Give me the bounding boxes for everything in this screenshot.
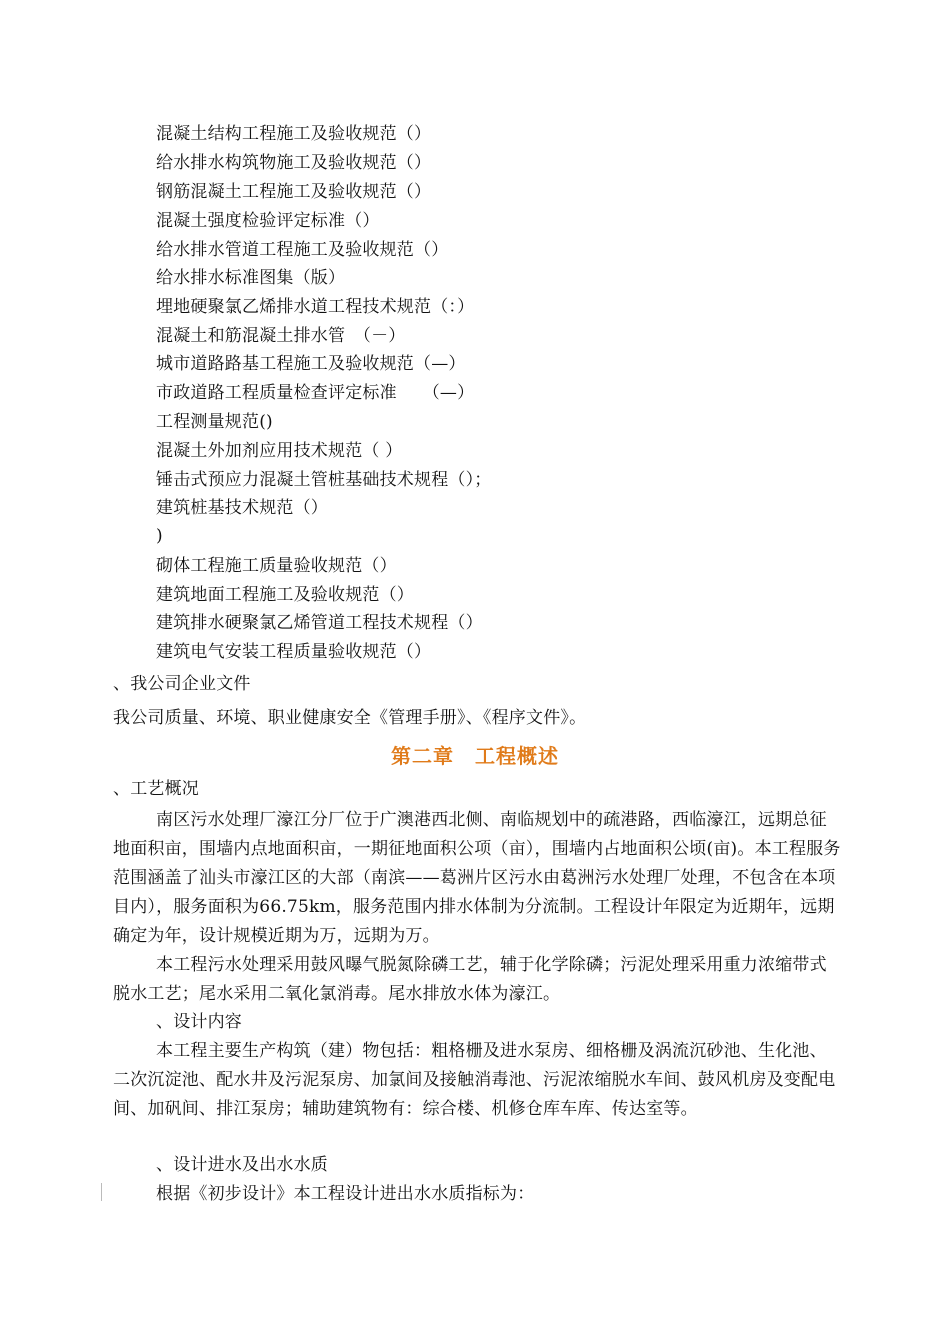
section-process-heading: 、工艺概况 (113, 779, 199, 799)
standard-item: 给水排水标准图集（版） (156, 268, 346, 288)
standard-item: 钢筋混凝土工程施工及验收规范（） (156, 182, 432, 202)
standard-item: 城市道路路基工程施工及验收规范（—） (156, 354, 466, 374)
standard-item: 建筑电气安装工程质量验收规范（） (156, 642, 432, 662)
paragraph-text: 本工程污水处理采用鼓风曝气脱氮除磷工艺，辅于化学除磷；污泥处理采用重力浓缩带式脱水工艺；尾水采用二氧化氯消毒。尾水排放水体为濠江。 (113, 955, 827, 1004)
standard-item: 建筑地面工程施工及验收规范（） (156, 585, 414, 605)
standard-item: ) (156, 526, 163, 546)
paragraph-process (113, 951, 843, 1009)
company-docs-heading: 、我公司企业文件 (113, 674, 251, 694)
standard-item: 建筑桩基技术规范（） (156, 498, 328, 518)
standard-item: 给水排水构筑物施工及验收规范（） (156, 153, 432, 173)
standard-item: 建筑排水硬聚氯乙烯管道工程技术规程（） (156, 613, 483, 633)
standard-item: 混凝土强度检验评定标准（） (156, 211, 380, 231)
standard-item: 混凝土和筋混凝土排水管 （－） (156, 326, 406, 346)
chapter-title: 第二章 工程概述 (391, 744, 559, 768)
section-design-heading: 、设计内容 (156, 1012, 242, 1032)
margin-mark (101, 1183, 102, 1201)
paragraph-text: 本工程主要生产构筑（建）物包括：粗格栅及进水泵房、细格栅及涡流沉砂池、生化池、二次沉淀池、配水井及污泥泵房、加氯间及接触消毒池、污泥浓缩脱水车间、鼓风机房及变配电间、加矾间、排江泵房；辅助建筑物有：综合楼、机修仓库车库、传达室等。 (113, 1041, 836, 1119)
standard-item: 砌体工程施工质量验收规范（） (156, 556, 397, 576)
company-docs-text: 我公司质量、环境、职业健康安全《管理手册》、《程序文件》。 (113, 708, 587, 728)
paragraph-project-location (113, 806, 843, 951)
standard-item: 工程测量规范() (156, 412, 273, 432)
standard-item: 埋地硬聚氯乙烯排水道工程技术规范（：） (156, 297, 475, 317)
standard-item: 混凝土结构工程施工及验收规范（） (156, 124, 432, 144)
section-water-quality-heading: 、设计进水及出水水质 (156, 1155, 328, 1175)
standard-item: 混凝土外加剂应用技术规范（ ） (156, 441, 403, 461)
paragraph-text: 南区污水处理厂濠江分厂位于广澳港西北侧、南临规划中的疏港路，西临濠江，远期总征地面积亩，围墙内点地面积亩，一期征地面积公项（亩），围墙内占地面积公顷(亩)。本工程服务范围涵盖了汕头市濠江区的大部（南滨——葛洲片区污水由葛洲污水处理厂处理，不包含在本项目内），服务面积为66.75km，服务范围内排水体制为分流制。工程设计年限定为近期年，远期确定为年，设计规模近期为万，远期为万。 (113, 810, 841, 946)
paragraph-water-quality: 根据《初步设计》本工程设计进出水水质指标为： (156, 1184, 535, 1204)
paragraph-design-content (113, 1037, 843, 1124)
standard-item: 市政道路工程质量检查评定标准 （—） (156, 383, 475, 403)
standard-item: 锤击式预应力混凝土管桩基础技术规程（）； (156, 470, 492, 490)
standard-item: 给水排水管道工程施工及验收规范（） (156, 240, 449, 260)
